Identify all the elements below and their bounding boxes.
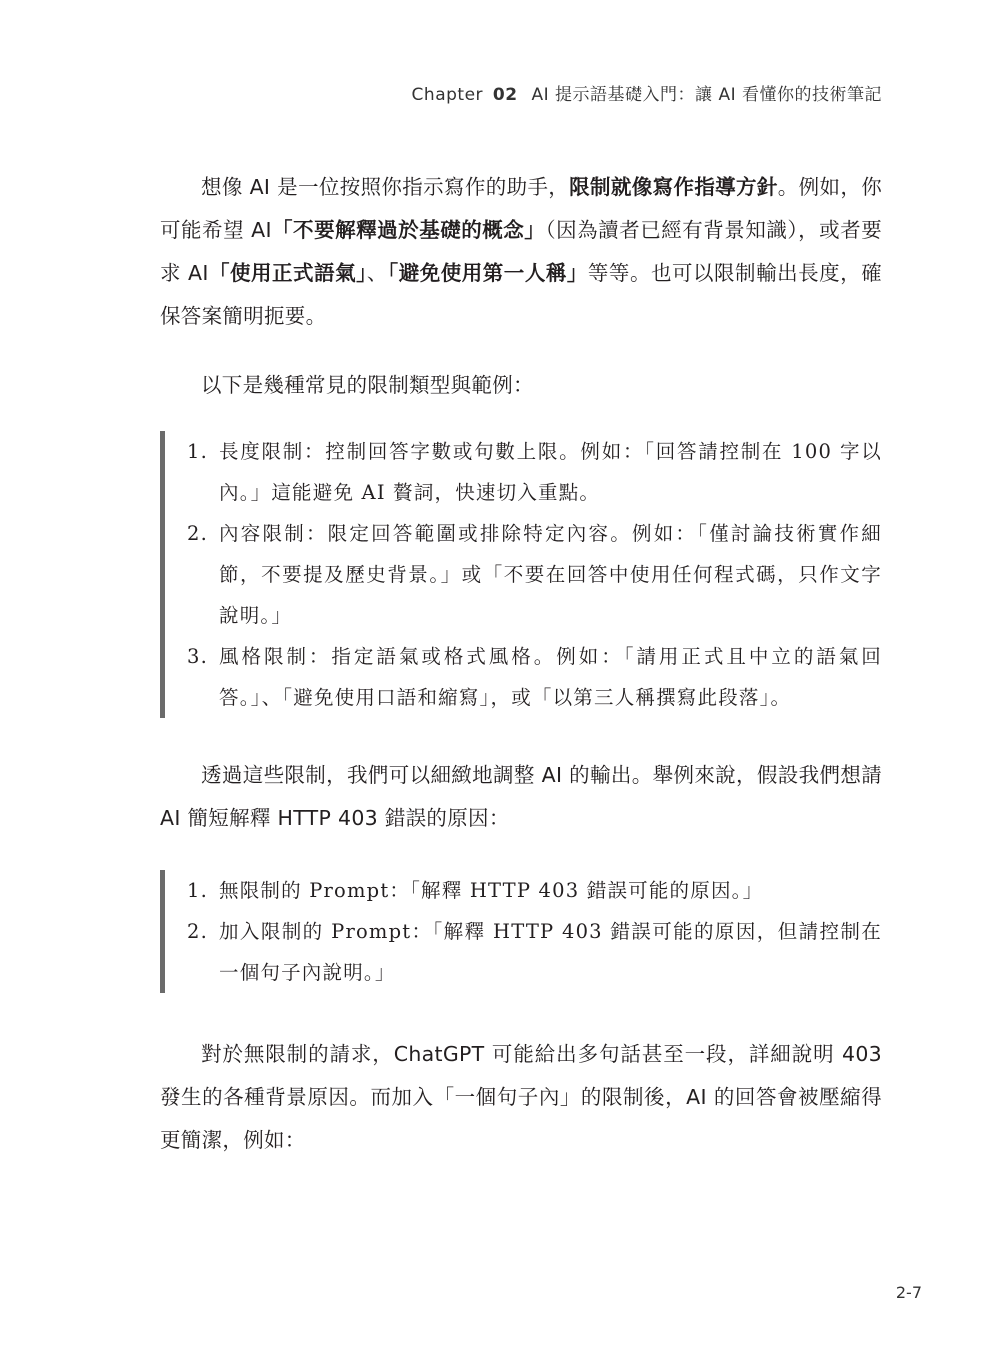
chapter-word: Chapter [411, 85, 484, 105]
p1-text-5: 等等。也可以限制輸出長度，確保答案簡明扼要。 [160, 261, 882, 328]
p1-bold-4: 「避免使用第一人稱」 [387, 261, 588, 285]
list-item-number: 1. [187, 879, 209, 902]
list-item-number: 1. [187, 440, 209, 463]
paragraph-intro [160, 166, 882, 338]
list-item [187, 431, 882, 513]
running-header [412, 80, 882, 105]
chapter-number: 02 [492, 85, 518, 105]
list-item-text: 無限制的 Prompt：「解釋 HTTP 403 錯誤可能的原因。」 [219, 879, 764, 902]
list-item [187, 636, 882, 718]
paragraph-types-intro: 以下是幾種常見的限制類型與範例： [201, 373, 534, 397]
list-item-text: 加入限制的 Prompt：「解釋 HTTP 403 錯誤可能的原因，但請控制在一個句子內說明。」 [219, 920, 882, 984]
p1-text-1: 想像 AI 是一位按照你指示寫作的助手， [201, 175, 570, 199]
paragraph-conclusion: 對於無限制的請求，ChatGPT 可能給出多句話甚至一段，詳細說明 403 發生的各種背景原因。而加入「一個句子內」的限制後，AI 的回答會被壓縮得更簡潔，例如： [160, 1042, 882, 1152]
p1-text-3: （因為讀者已經有背景知識），或者要求 AI [160, 218, 883, 285]
list-item-text: 內容限制：限定回答範圍或排除特定內容。例如：「僅討論技術實作細節，不要提及歷史背景。」或「不要在回答中使用任何程式碼，只作文字說明。」 [219, 522, 882, 627]
constraint-types-list [160, 431, 882, 718]
paragraph-example-intro: 透過這些限制，我們可以細緻地調整 AI 的輸出。舉例來說，假設我們想請 AI 簡短解釋 HTTP 403 錯誤的原因： [160, 763, 882, 830]
list-item [187, 911, 882, 993]
list-item-text: 長度限制：控制回答字數或句數上限。例如：「回答請控制在 100 字以內。」這能避免 AI 贅詞，快速切入重點。 [219, 440, 882, 504]
list-item-number: 3. [187, 645, 209, 668]
p1-bold-1: 限制就像寫作指導方針 [569, 175, 778, 199]
page-content [160, 166, 882, 1162]
list-item-text: 風格限制：指定語氣或格式風格。例如：「請用正式且中立的語氣回答。」、「避免使用口語和縮寫」，或「以第三人稱撰寫此段落」。 [219, 645, 882, 709]
list-item-number: 2. [187, 920, 209, 943]
p1-bold-2: 「不要解釋過於基礎的概念」 [271, 218, 546, 242]
prompt-comparison-list [160, 870, 882, 993]
page-number: 2-7 [895, 1283, 922, 1302]
list-item [187, 513, 882, 636]
p1-bold-3: 「使用正式語氣」 [208, 261, 367, 285]
list-item [187, 870, 882, 911]
chapter-title: AI 提示語基礎入門：讓 AI 看懂你的技術筆記 [531, 85, 882, 105]
p1-text-4: 、 [366, 261, 388, 285]
p1-text-2: 。例如，你可能希望 AI [160, 175, 883, 242]
list-item-number: 2. [187, 522, 209, 545]
